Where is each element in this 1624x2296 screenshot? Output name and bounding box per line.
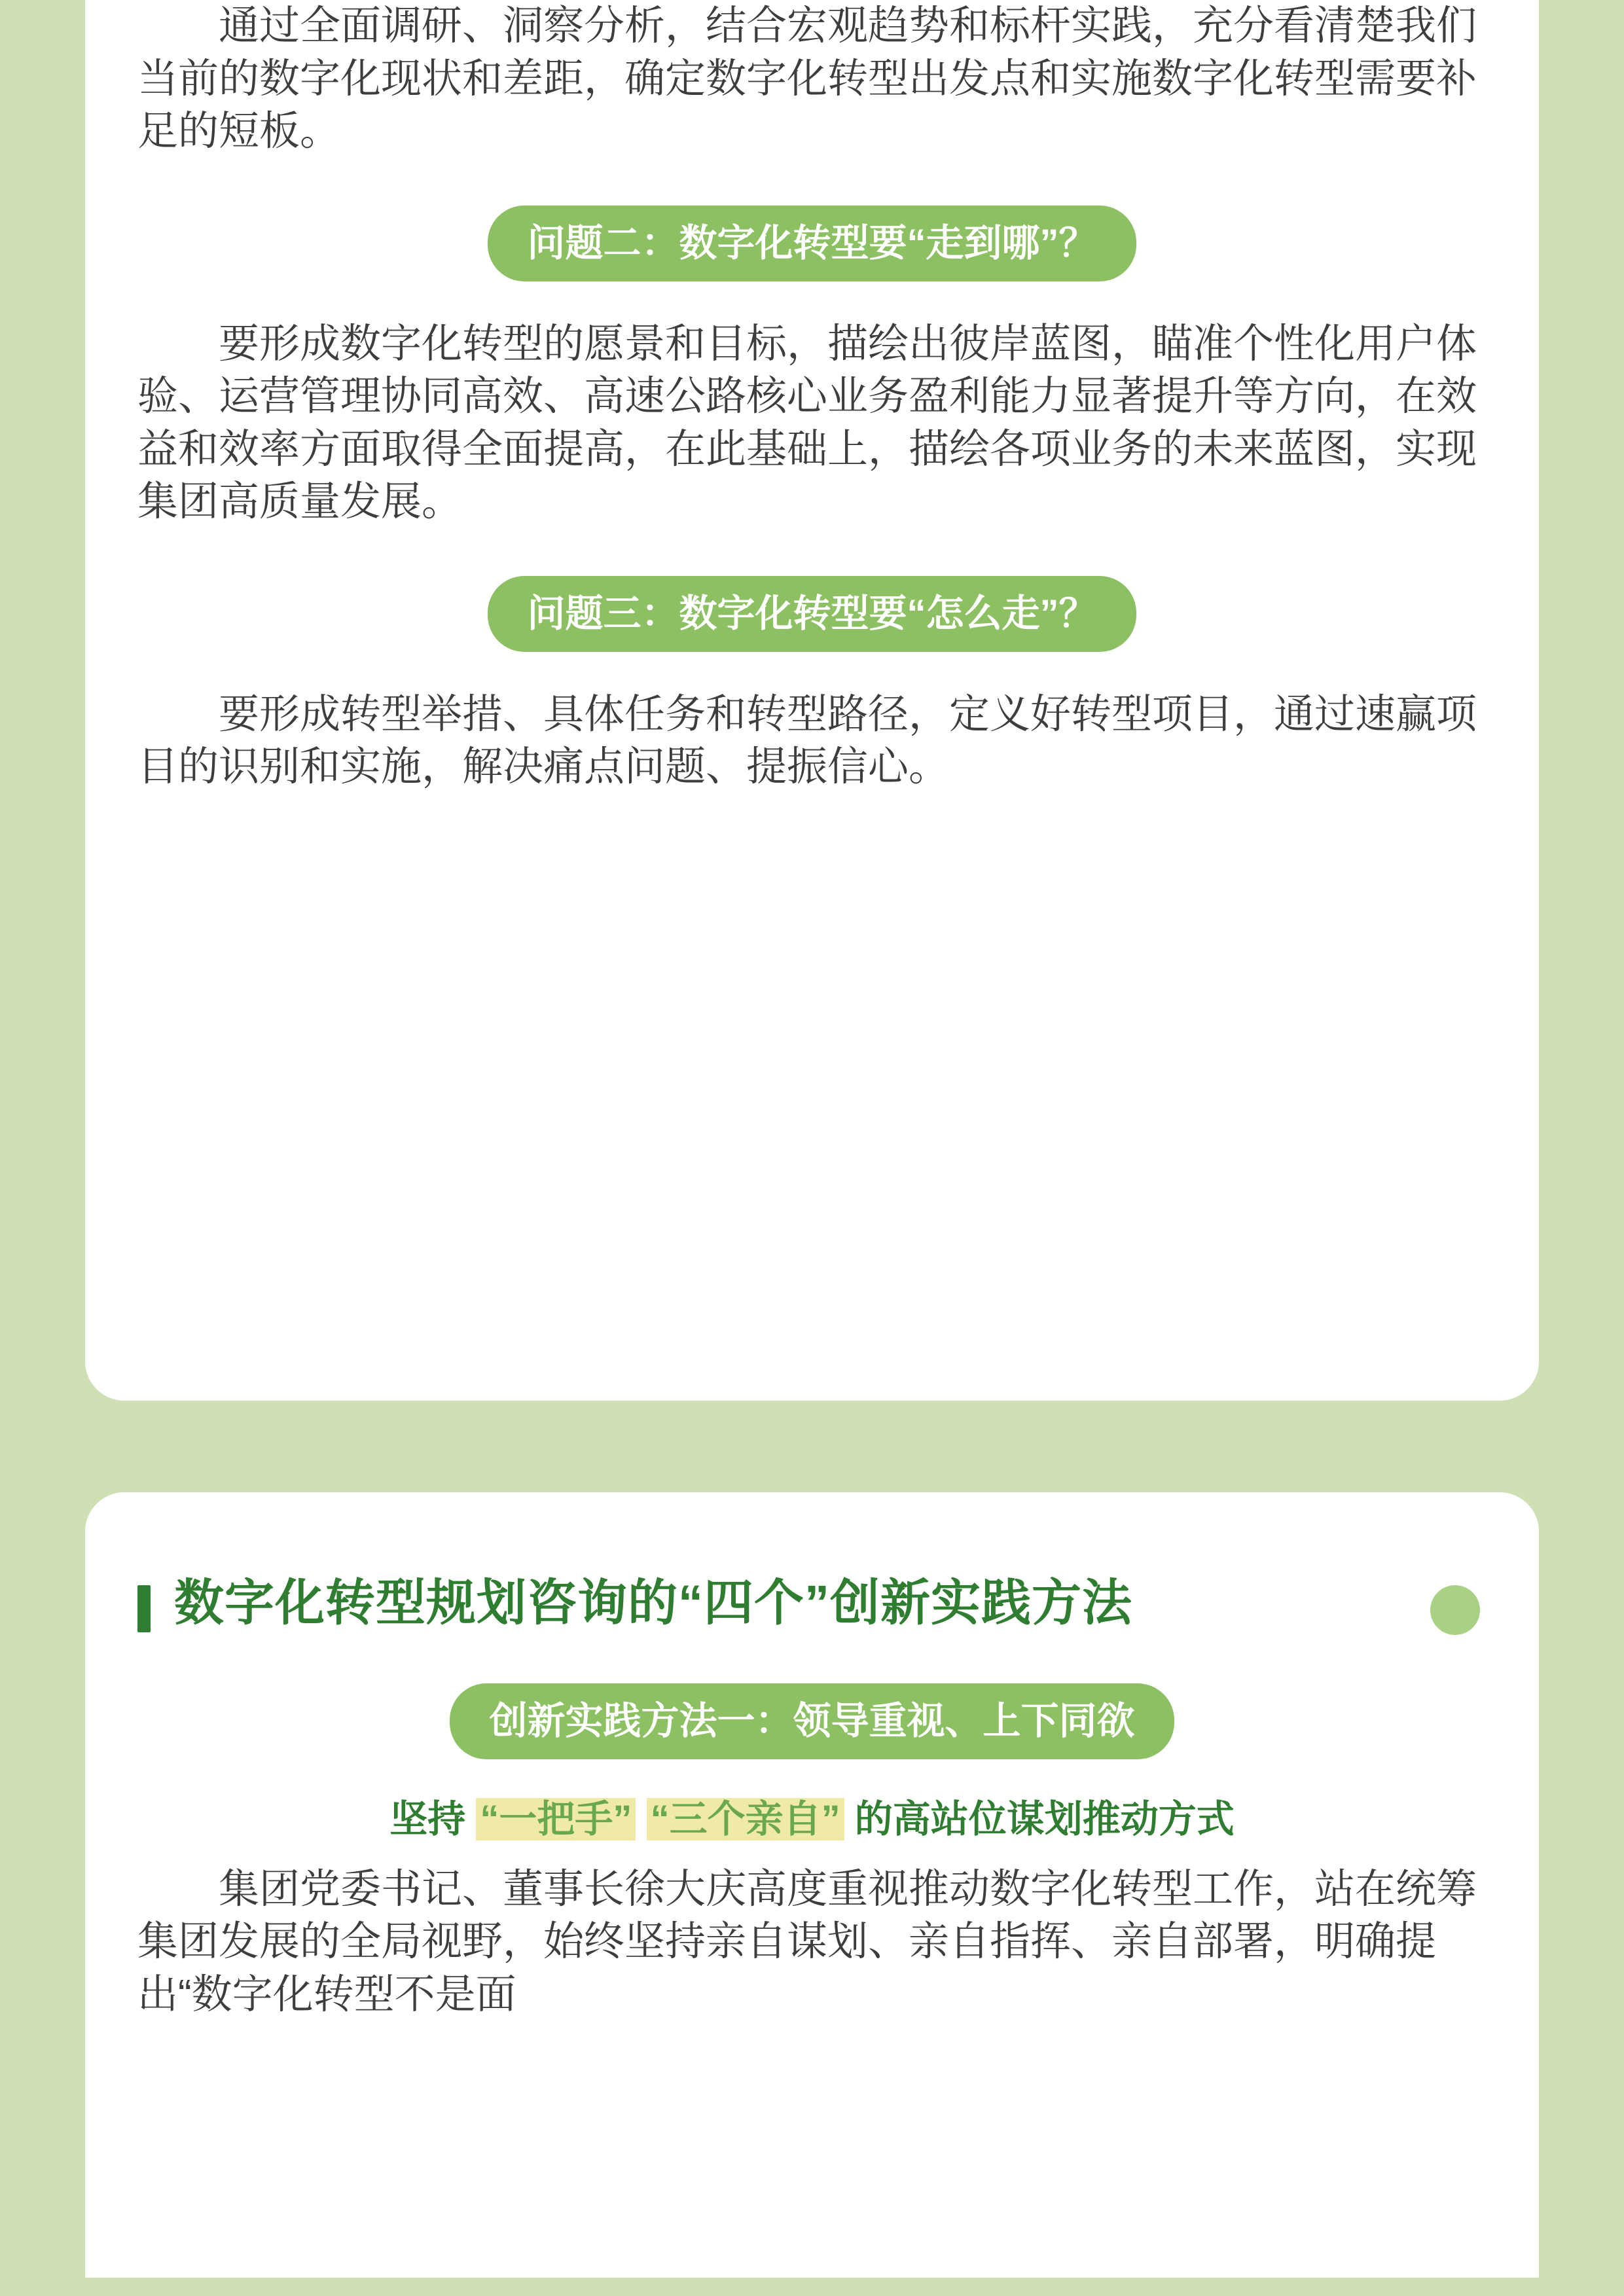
title-accent-bar bbox=[137, 1585, 151, 1632]
subheading-suffix: 的高站位谋划推动方式 bbox=[854, 1798, 1235, 1841]
pill-question-three: 问题三：数字化转型要“怎么走”？ bbox=[488, 576, 1136, 652]
pill-question-two: 问题二：数字化转型要“走到哪”？ bbox=[488, 206, 1136, 281]
method-one-subheading bbox=[137, 1796, 1487, 1844]
card-innovation-methods bbox=[85, 1492, 1539, 2278]
decorative-circle-icon bbox=[1430, 1585, 1480, 1635]
card-questions bbox=[85, 0, 1539, 1401]
question-two-paragraph: 要形成数字化转型的愿景和目标，描绘出彼岸蓝图，瞄准个性化用户体验、运营管理协同高效、高速公路核心业务盈利能力显著提升等方向，在效益和效率方面取得全面提高，在此基础上，描绘各项业务的未来蓝图，实现集团高质量发展。 bbox=[137, 321, 1477, 525]
intro-paragraph: 通过全面调研、洞察分析，结合宏观趋势和标杆实践，充分看清楚我们当前的数字化现状和差距，确定数字化转型出发点和实施数字化转型需要补足的短板。 bbox=[137, 3, 1477, 154]
subheading-highlight-two: “三个亲自” bbox=[647, 1798, 844, 1840]
section-title: 数字化转型规划咨询的“四个”创新实践方法 bbox=[174, 1575, 1132, 1631]
subheading-prefix: 坚持 bbox=[389, 1798, 466, 1841]
section-title-row bbox=[137, 1571, 1487, 1636]
question-three-paragraph: 要形成转型举措、具体任务和转型路径，定义好转型项目，通过速赢项目的识别和实施，解决痛点问题、提振信心。 bbox=[137, 691, 1477, 790]
pill-method-one: 创新实践方法一：领导重视、上下同欲 bbox=[450, 1683, 1174, 1759]
subheading-highlight-one: “一把手” bbox=[476, 1798, 636, 1840]
method-one-paragraph: 集团党委书记、董事长徐大庆高度重视推动数字化转型工作，站在统筹集团发展的全局视野，始终坚持亲自谋划、亲自指挥、亲自部署，明确提出“数字化转型不是面 bbox=[137, 1866, 1477, 2017]
